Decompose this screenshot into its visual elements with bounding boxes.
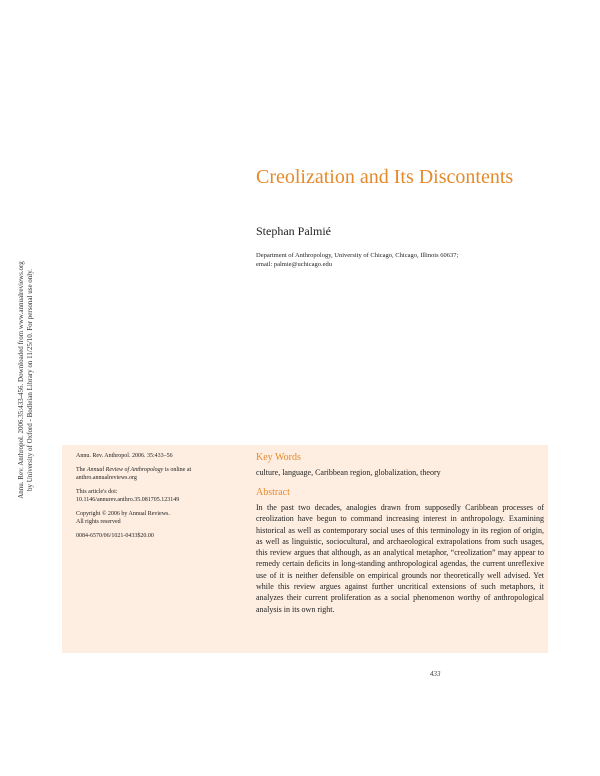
affiliation-email: email: palmie@uchicago.edu <box>256 261 333 268</box>
doi-value: 10.1146/annurev.anthro.35.081705.123149 <box>76 497 180 503</box>
journal-name: Annual Review of Anthropology <box>86 466 164 473</box>
abstract-heading: Abstract <box>256 487 290 498</box>
issn: 0084-6570/06/1021-0433$20.00 <box>76 532 154 539</box>
citation: Annu. Rev. Anthropol. 2006. 35:433–56 <box>76 453 173 459</box>
download-notice-line2: by University of Oxford - Bodleian Library on 11/25/10. For personal use only. <box>26 268 34 492</box>
doi-block <box>76 488 236 505</box>
article-info <box>76 452 236 545</box>
copyright: Copyright © 2006 by Annual Reviews. <box>76 510 170 517</box>
keywords-and-abstract <box>256 452 544 615</box>
author-affiliation <box>256 251 546 269</box>
doi-label: This article's doi: <box>76 488 118 495</box>
affiliation-line1: Department of Anthropology, University of Chicago, Chicago, Illinois 60637; <box>256 252 459 259</box>
author-name: Stephan Palmié <box>256 224 331 238</box>
key-words-text: culture, language, Caribbean region, globalization, theory <box>256 468 441 477</box>
online-notice <box>76 466 236 483</box>
copyright-block <box>76 510 236 527</box>
key-words-heading: Key Words <box>256 452 301 463</box>
page-number: 433 <box>430 670 441 678</box>
online-suffix: is online at anthro.annualreviews.org <box>76 466 192 481</box>
abstract-text: In the past two decades, analogies drawn from supposedly Caribbean processes of creolization have begun to command increasing interest in anthropology. Examining historical as well as contemporary social uses of this terminology in its region of origin, as well as linguistic, sociocultural, and archaeological extrapolations from such usages, this review argues that although, as an analytical metaphor, “creolization” may appear to remedy certain deficits in long-standing anthropological agendas, the current unreflexive use of it is neither defensible on empirical grounds nor theoretically well advised. Yet while this review argues against further uncritical extensions of such metaphors, it analyzes their current proliferation as a social phenomenon worthy of anthropological analysis in its own right. <box>256 503 544 614</box>
download-notice <box>8 245 44 515</box>
download-notice-line1: Annu. Rev. Anthropol. 2006.35:433-456. Downloaded from www.annualreviews.org <box>17 261 25 499</box>
online-prefix: The <box>76 466 87 473</box>
article-title: Creolization and Its Discontents <box>256 166 514 188</box>
rights: All rights reserved <box>76 519 121 525</box>
